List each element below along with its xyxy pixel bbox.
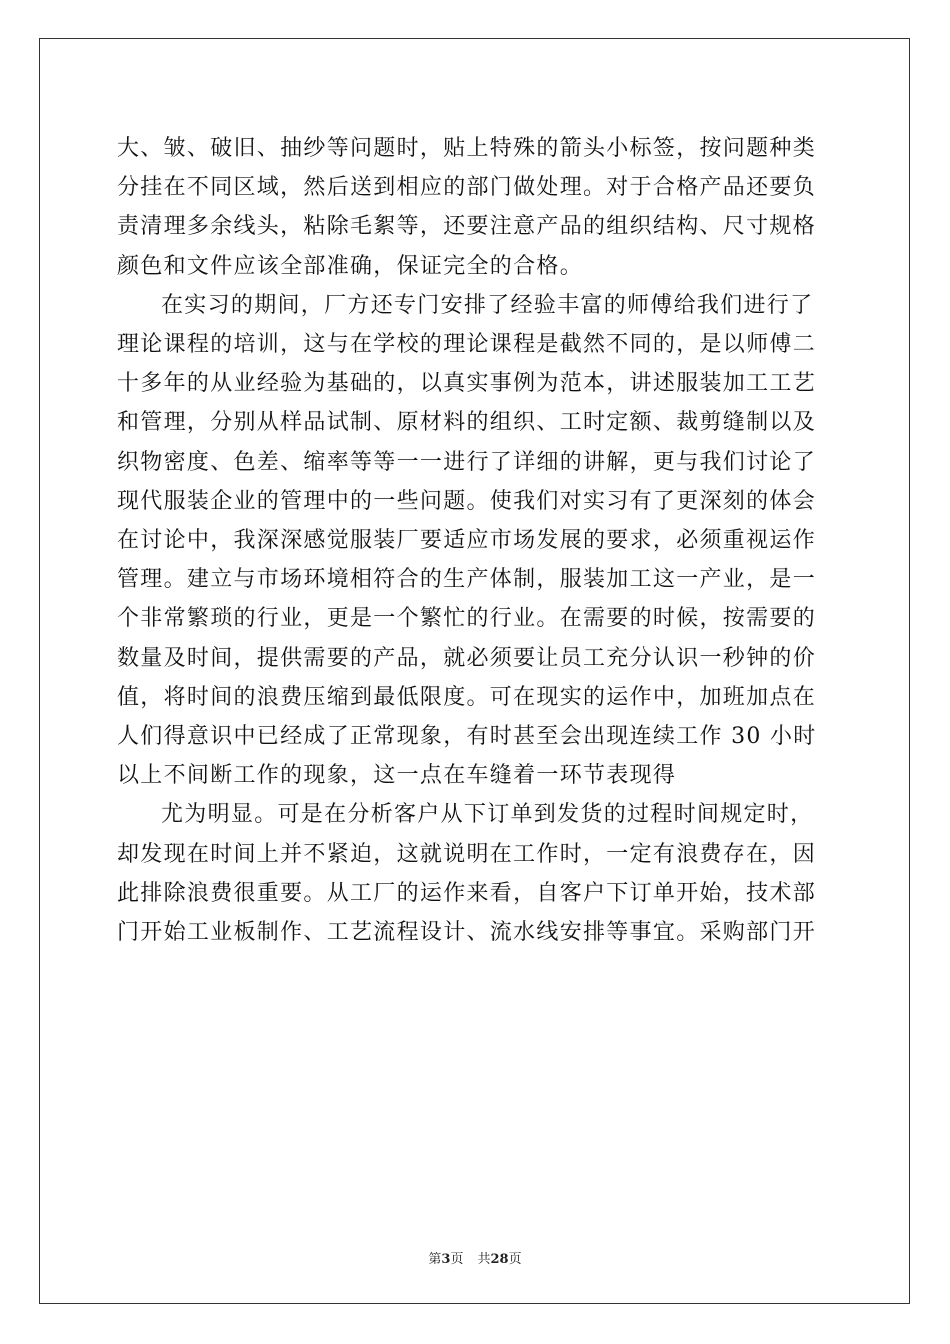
text-line: 管理。建立与市场环境相符合的生产体制，服装加工这一产业，是一 xyxy=(117,567,817,593)
text-line: 责清理多余线头，粘除毛絮等，还要注意产品的组织结构、尺寸规格 xyxy=(117,214,817,240)
current-page-number: 3 xyxy=(441,1252,451,1267)
footer-total-unit: 页 xyxy=(508,1252,522,1267)
total-page-number: 28 xyxy=(490,1252,509,1267)
text-line: 人们得意识中已经成了正常现象，有时甚至会出现连续工作 30 小时 xyxy=(117,724,817,750)
text-line: 在讨论中，我深深感觉服装厂要适应市场发展的要求，必须重视运作 xyxy=(117,528,817,554)
text-line: 值，将时间的浪费压缩到最低限度。可在现实的运作中，加班加点在 xyxy=(117,684,817,710)
text-line: 分挂在不同区域，然后送到相应的部门做处理。对于合格产品还要负 xyxy=(117,175,817,201)
text-line: 此排除浪费很重要。从工厂的运作来看，自客户下订单开始，技术部 xyxy=(117,880,817,906)
paragraph-2 xyxy=(117,286,833,796)
text-line: 却发现在时间上并不紧迫，这就说明在工作时，一定有浪费存在，因 xyxy=(117,841,817,867)
footer-page-unit: 页 xyxy=(450,1252,464,1267)
text-line: 和管理，分别从样品试制、原材料的组织、工时定额、裁剪缝制以及 xyxy=(117,410,817,436)
text-line: 颜色和文件应该全部准确，保证完全的合格。 xyxy=(117,253,584,279)
document-body xyxy=(117,129,833,952)
paragraph-3 xyxy=(117,795,833,952)
text-line: 个非常繁琐的行业，更是一个繁忙的行业。在需要的时候，按需要的 xyxy=(117,606,817,632)
text-line: 织物密度、色差、缩率等等一一进行了详细的讲解，更与我们讨论了 xyxy=(117,449,817,475)
paragraph-1 xyxy=(117,129,833,286)
text-line: 十多年的从业经验为基础的，以真实事例为范本，讲述服装加工工艺 xyxy=(117,371,817,397)
text-line: 尤为明显。可是在分析客户从下订单到发货的过程时间规定时， xyxy=(161,802,814,828)
text-line: 现代服装企业的管理中的一些问题。使我们对实习有了更深刻的体会 xyxy=(117,488,817,514)
text-line: 以上不间断工作的现象，这一点在车缝着一环节表现得 xyxy=(117,763,677,789)
footer-total-prefix: 共 xyxy=(477,1252,491,1267)
text-line: 数量及时间，提供需要的产品，就必须要让员工充分认识一秒钟的价 xyxy=(117,645,817,671)
footer-prefix: 第 xyxy=(428,1252,442,1267)
text-line: 大、皱、破旧、抽纱等问题时，贴上特殊的箭头小标签，按问题种类 xyxy=(117,136,817,161)
text-line: 门开始工业板制作、工艺流程设计、流水线安排等事宜。采购部门开 xyxy=(117,920,817,946)
page-footer xyxy=(0,1248,950,1267)
text-line: 理论课程的培训，这与在学校的理论课程是截然不同的，是以师傅二 xyxy=(117,332,817,358)
text-line: 在实习的期间，厂方还专门安排了经验丰富的师傅给我们进行了 xyxy=(161,292,814,318)
